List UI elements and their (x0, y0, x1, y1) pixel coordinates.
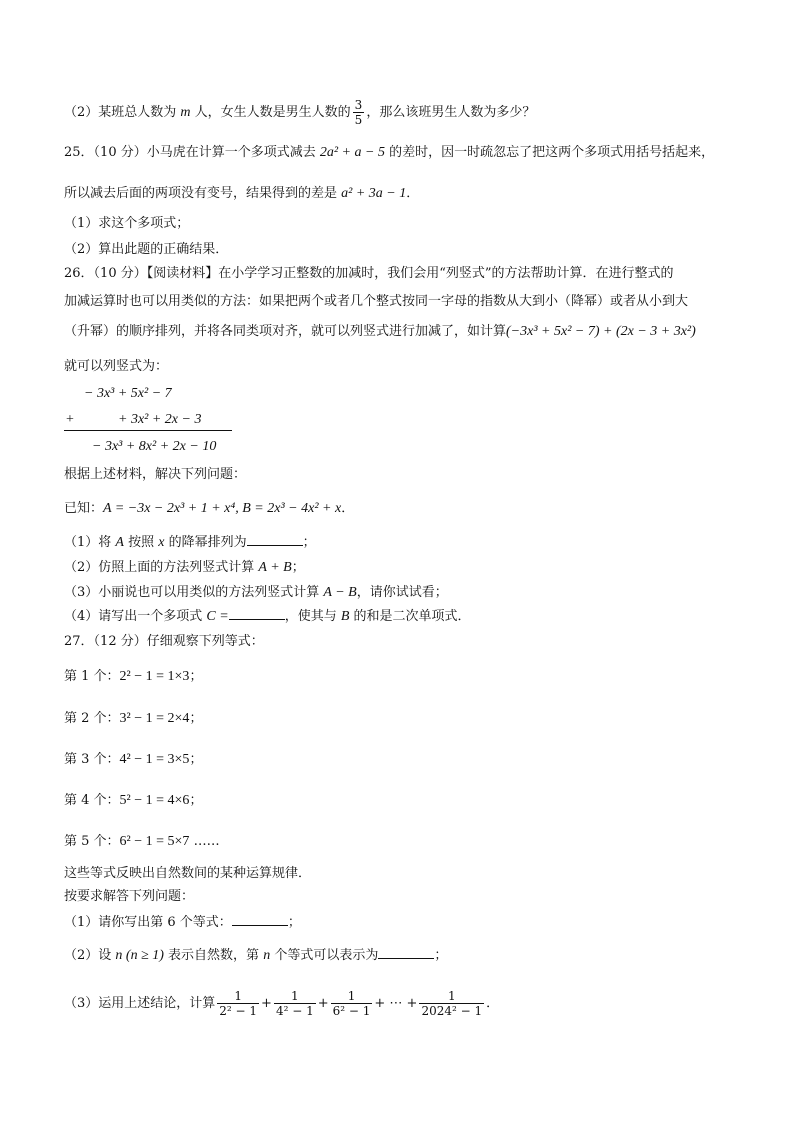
fraction-denominator: 5 (354, 113, 363, 127)
math-expr: A = −3x − 2x³ + 1 + x⁴, B = 2x³ − 4x² + x (103, 501, 342, 516)
text: （4）请写出一个多项式 (64, 609, 207, 624)
math-expr: 4² − 1 = 3×5 (119, 752, 190, 767)
q26-given (64, 499, 354, 519)
vertical-row-1: − 3x³ + 5x² − 7 (84, 386, 172, 401)
q26-line1: 26．（10 分）【阅读材料】在小学学习正整数的加减时，我们会用“列竖式”的方法帮助计算．在进行整式的 (64, 266, 674, 281)
text: （2）设 (64, 948, 116, 963)
answer-blank[interactable] (229, 607, 285, 620)
q27-eq-5 (64, 832, 220, 852)
vertical-sum-rule (64, 430, 232, 431)
q25-sub2: （2）算出此题的正确结果． (64, 242, 229, 257)
math-expr: 6² − 1 = 5×7 (119, 834, 190, 849)
q25-sub1: （1）求这个多项式； (64, 216, 190, 231)
q26-line2: 加减运算时也可以用类似的方法：如果把两个或者几个整式按同一字母的指数从大到小（降幂）或者从小到大 (64, 294, 689, 309)
text: 第 3 个： (64, 752, 120, 767)
q24-part2 (64, 98, 535, 127)
math-expr: A − B (323, 585, 357, 600)
math-expr: 3² − 1 = 2×4 (119, 711, 190, 726)
text: 按照 (123, 535, 159, 550)
fraction (217, 989, 259, 1018)
q27-sub2 (64, 946, 447, 966)
text: ，那么该班男生人数为多少？ (366, 105, 536, 120)
text: 第 1 个： (64, 669, 120, 684)
math-expr: 2² − 1 = 1×3 (119, 669, 190, 684)
math-var: x (158, 535, 165, 550)
math-var: m (180, 105, 191, 120)
q27-ask: 按要求解答下列问题： (64, 889, 195, 904)
math-expr: A + B (258, 560, 292, 575)
plus-sign: + (317, 996, 329, 1011)
text: （2）仿照上面的方法列竖式计算 (64, 560, 259, 575)
fraction-numerator: 3 (354, 98, 363, 112)
q26-sub2 (64, 558, 305, 578)
vertical-plus-sign: + (66, 412, 74, 427)
fraction-numerator: 1 (217, 989, 259, 1004)
text: （2）某班总人数为 (64, 105, 181, 120)
q27-line1: 27．（12 分）仔细观察下列等式： (64, 634, 264, 649)
text: 的和是二次单项式． (349, 609, 471, 624)
math-expr: 5² − 1 = 4×6 (119, 793, 190, 808)
q25-line2 (64, 184, 419, 204)
text: ； (189, 793, 203, 808)
text: ． (486, 996, 500, 1011)
text: ； (189, 669, 203, 684)
text: 第 2 个： (64, 711, 120, 726)
answer-blank[interactable] (378, 946, 434, 959)
fraction-numerator: 1 (331, 989, 373, 1004)
math-var: A (115, 535, 124, 550)
text: ； (302, 535, 316, 550)
text: （1）请你写出第 6 个等式： (64, 915, 232, 930)
math-expr: a² + 3a − 1 (341, 186, 407, 201)
q26-line3 (64, 322, 696, 342)
vertical-row-2: + 3x² + 2x − 3 (118, 412, 202, 427)
text: （升幂）的顺序排列，并将各同类项对齐，就可以列竖式进行加减了，如计算 (64, 324, 507, 339)
text: （1）将 (64, 535, 116, 550)
text: 的降幂排列为 (164, 535, 247, 550)
text: （3）小丽说也可以用类似的方法列竖式计算 (64, 585, 324, 600)
text: 人，女生人数是男生人数的 (190, 105, 351, 120)
text: ； (189, 711, 203, 726)
text: 已知： (64, 501, 104, 516)
fraction-denominator: 2² − 1 (219, 1004, 258, 1018)
text: 表示自然数，第 (163, 948, 264, 963)
fraction-numerator: 1 (419, 989, 484, 1004)
math-expr: n (n ≥ 1) (115, 948, 164, 963)
q26-sub3 (64, 583, 448, 603)
text: …… (189, 834, 220, 849)
math-expr: C = (206, 609, 229, 624)
q27-eq-4 (64, 791, 202, 811)
fraction-denominator: 4² − 1 (275, 1004, 314, 1018)
answer-blank[interactable] (247, 533, 303, 546)
text: 第 4 个： (64, 793, 120, 808)
text: ； (189, 752, 203, 767)
q26-line4: 就可以列竖式为： (64, 359, 169, 374)
q26-sub4 (64, 607, 471, 627)
math-var: n (263, 948, 271, 963)
q27-eq-2 (64, 709, 202, 729)
fraction (331, 989, 373, 1018)
fraction-denominator: 2024² − 1 (421, 1004, 483, 1018)
fraction (419, 989, 484, 1018)
fraction (274, 989, 316, 1018)
answer-blank[interactable] (232, 913, 288, 926)
fraction-numerator: 1 (274, 989, 316, 1004)
q26-after: 根据上述材料，解决下列问题： (64, 467, 247, 482)
text: ，使其与 (284, 609, 341, 624)
vertical-row-3: − 3x³ + 8x² + 2x − 10 (92, 439, 217, 454)
text: ； (287, 915, 301, 930)
ellipsis: + ⋯ + (374, 996, 418, 1011)
text: ，请你试试看； (356, 585, 448, 600)
text: ． (406, 186, 420, 201)
text: ； (291, 560, 305, 575)
text: 的差时，因一时疏忽忘了把这两个多项式用括号括起来， (384, 145, 715, 160)
math-expr: 2a² + a − 5 (319, 145, 385, 160)
q27-sub1 (64, 913, 301, 933)
q27-sub3 (64, 986, 499, 1022)
text: （3）运用上述结论，计算 (64, 996, 216, 1011)
plus-sign: + (261, 996, 272, 1011)
fraction (353, 98, 365, 127)
fraction-denominator: 6² − 1 (332, 1004, 371, 1018)
q25-line1 (64, 143, 714, 163)
text: 第 5 个： (64, 834, 120, 849)
text: ． (341, 501, 355, 516)
math-expr: (−3x³ + 5x² − 7) + (2x − 3 + 3x²) (506, 324, 696, 339)
text: 所以减去后面的两项没有变号，结果得到的差是 (64, 186, 342, 201)
q27-eq-3 (64, 750, 202, 770)
text: ； (434, 948, 448, 963)
q27-eq-1 (64, 667, 202, 687)
text: 个等式可以表示为 (270, 948, 379, 963)
math-var: B (340, 609, 350, 624)
q26-sub1 (64, 533, 316, 553)
text: 25．（10 分）小马虎在计算一个多项式减去 (64, 145, 320, 160)
q27-reflect: 这些等式反映出自然数间的某种运算规律． (64, 866, 312, 881)
